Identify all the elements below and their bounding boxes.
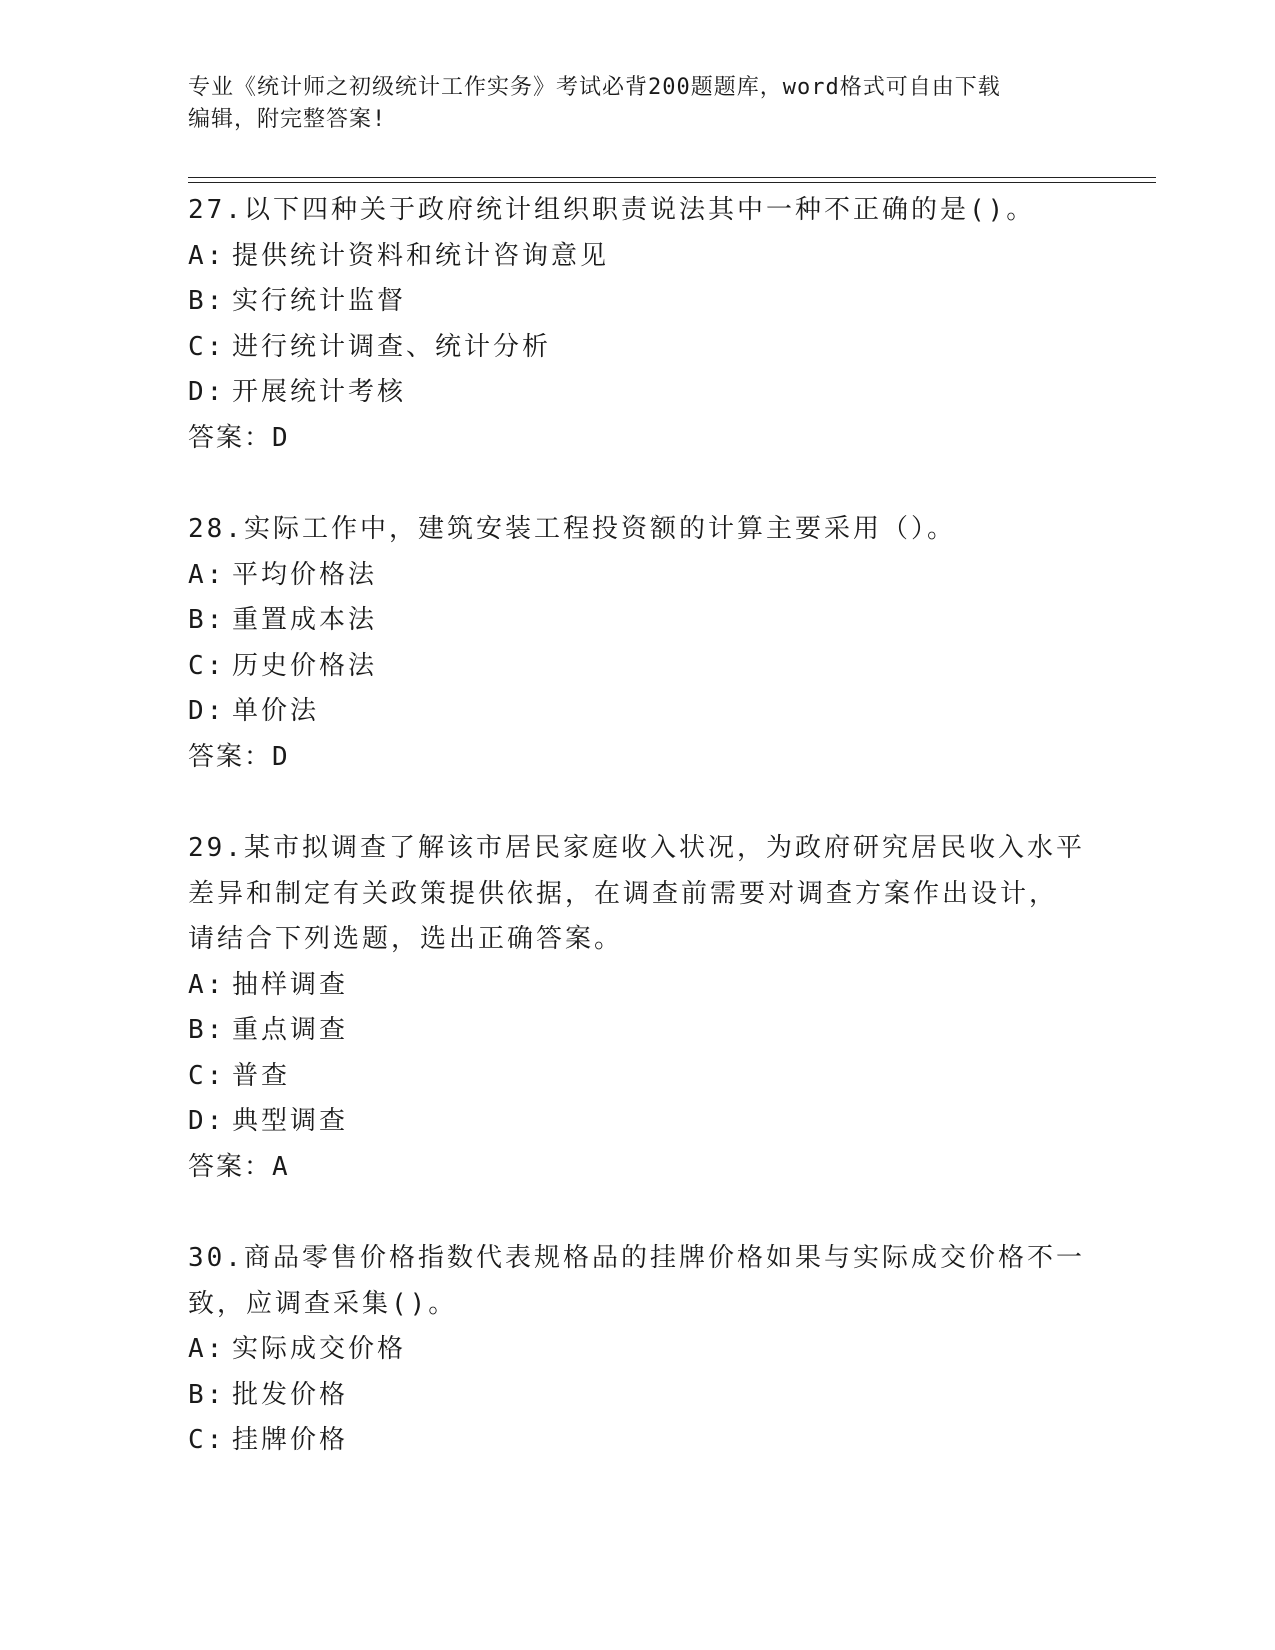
option-key: C: [188,650,226,681]
question-option [188,644,1088,690]
option-key: C: [188,1425,226,1455]
option-key: B: [188,1015,226,1045]
option-text: 进行统计调查、统计分析 [232,331,552,362]
question-option [188,1099,1088,1145]
option-text: 单价法 [232,696,320,726]
option-text: 实际成交价格 [232,1334,407,1364]
header-line-2: 编辑，附完整答案! [188,107,387,132]
option-key: D: [188,1106,226,1136]
option-key: A: [188,1334,226,1364]
question-item [188,1236,1088,1464]
option-key: D: [188,377,226,407]
option-text: 批发价格 [232,1379,349,1410]
answer-label: 答案： [188,1151,273,1182]
option-text: 重点调查 [232,1015,349,1045]
option-key: A: [188,559,226,590]
option-text: 挂牌价格 [232,1425,349,1455]
question-list [188,188,1088,1464]
question-option [188,963,1088,1009]
option-key: C: [188,331,226,362]
option-key: B: [188,286,226,316]
option-key: A: [188,240,226,271]
answer-line [188,1145,1088,1191]
question-spacer [188,780,1088,826]
question-option [188,1373,1088,1419]
question-item [188,826,1088,1190]
question-option [188,689,1088,735]
option-key: C: [188,1060,226,1091]
question-option [188,370,1088,416]
answer-value: D [272,422,290,453]
option-key: A: [188,969,226,1000]
option-text: 典型调查 [232,1106,349,1136]
option-key: D: [188,696,226,726]
question-option [188,1327,1088,1373]
question-stem-line: 差异和制定有关政策提供依据，在调查前需要对调查方案作出设计， [188,878,1059,909]
option-text: 提供统计资料和统计咨询意见 [232,240,610,271]
option-text: 普查 [232,1060,291,1091]
question-stem-line: 29.某市拟调查了解该市居民家庭收入状况，为政府研究居民收入水平 [188,833,1085,863]
question-stem-line: 30.商品零售价格指数代表规格品的挂牌价格如果与实际成交价格不一 [188,1243,1085,1273]
question-spacer [188,461,1088,507]
question-item [188,188,1088,461]
option-text: 开展统计考核 [232,377,407,407]
question-spacer [188,1190,1088,1236]
question-item [188,507,1088,780]
question-option [188,598,1088,644]
answer-label: 答案： [188,741,273,772]
header-divider-top [188,177,1156,178]
option-text: 平均价格法 [232,559,378,590]
question-option [188,279,1088,325]
option-text: 重置成本法 [232,605,378,635]
answer-label: 答案： [188,422,273,453]
question-stem-line: 致，应调查采集()。 [188,1288,458,1319]
answer-line [188,735,1088,781]
option-key: B: [188,1379,226,1410]
option-text: 抽样调查 [232,969,349,1000]
question-option [188,234,1088,280]
answer-value: A [272,1151,290,1182]
option-text: 历史价格法 [232,650,378,681]
question-option [188,325,1088,371]
question-stem-line: 27.以下四种关于政府统计组织职责说法其中一种不正确的是()。 [188,195,1036,225]
answer-line [188,416,1088,462]
document-header [188,72,1088,136]
question-stem-line: 请结合下列选题，选出正确答案。 [188,924,624,954]
question-option [188,1054,1088,1100]
header-divider-bottom [188,182,1156,183]
question-option [188,1418,1088,1464]
option-text: 实行统计监督 [232,286,407,316]
header-line-1: 专业《统计师之初级统计工作实务》考试必背200题题库，word格式可自由下载 [188,75,1001,100]
question-option [188,1008,1088,1054]
answer-value: D [272,741,290,772]
question-option [188,553,1088,599]
option-key: B: [188,605,226,635]
question-stem-line: 28.实际工作中，建筑安装工程投资额的计算主要采用（）。 [188,514,956,544]
